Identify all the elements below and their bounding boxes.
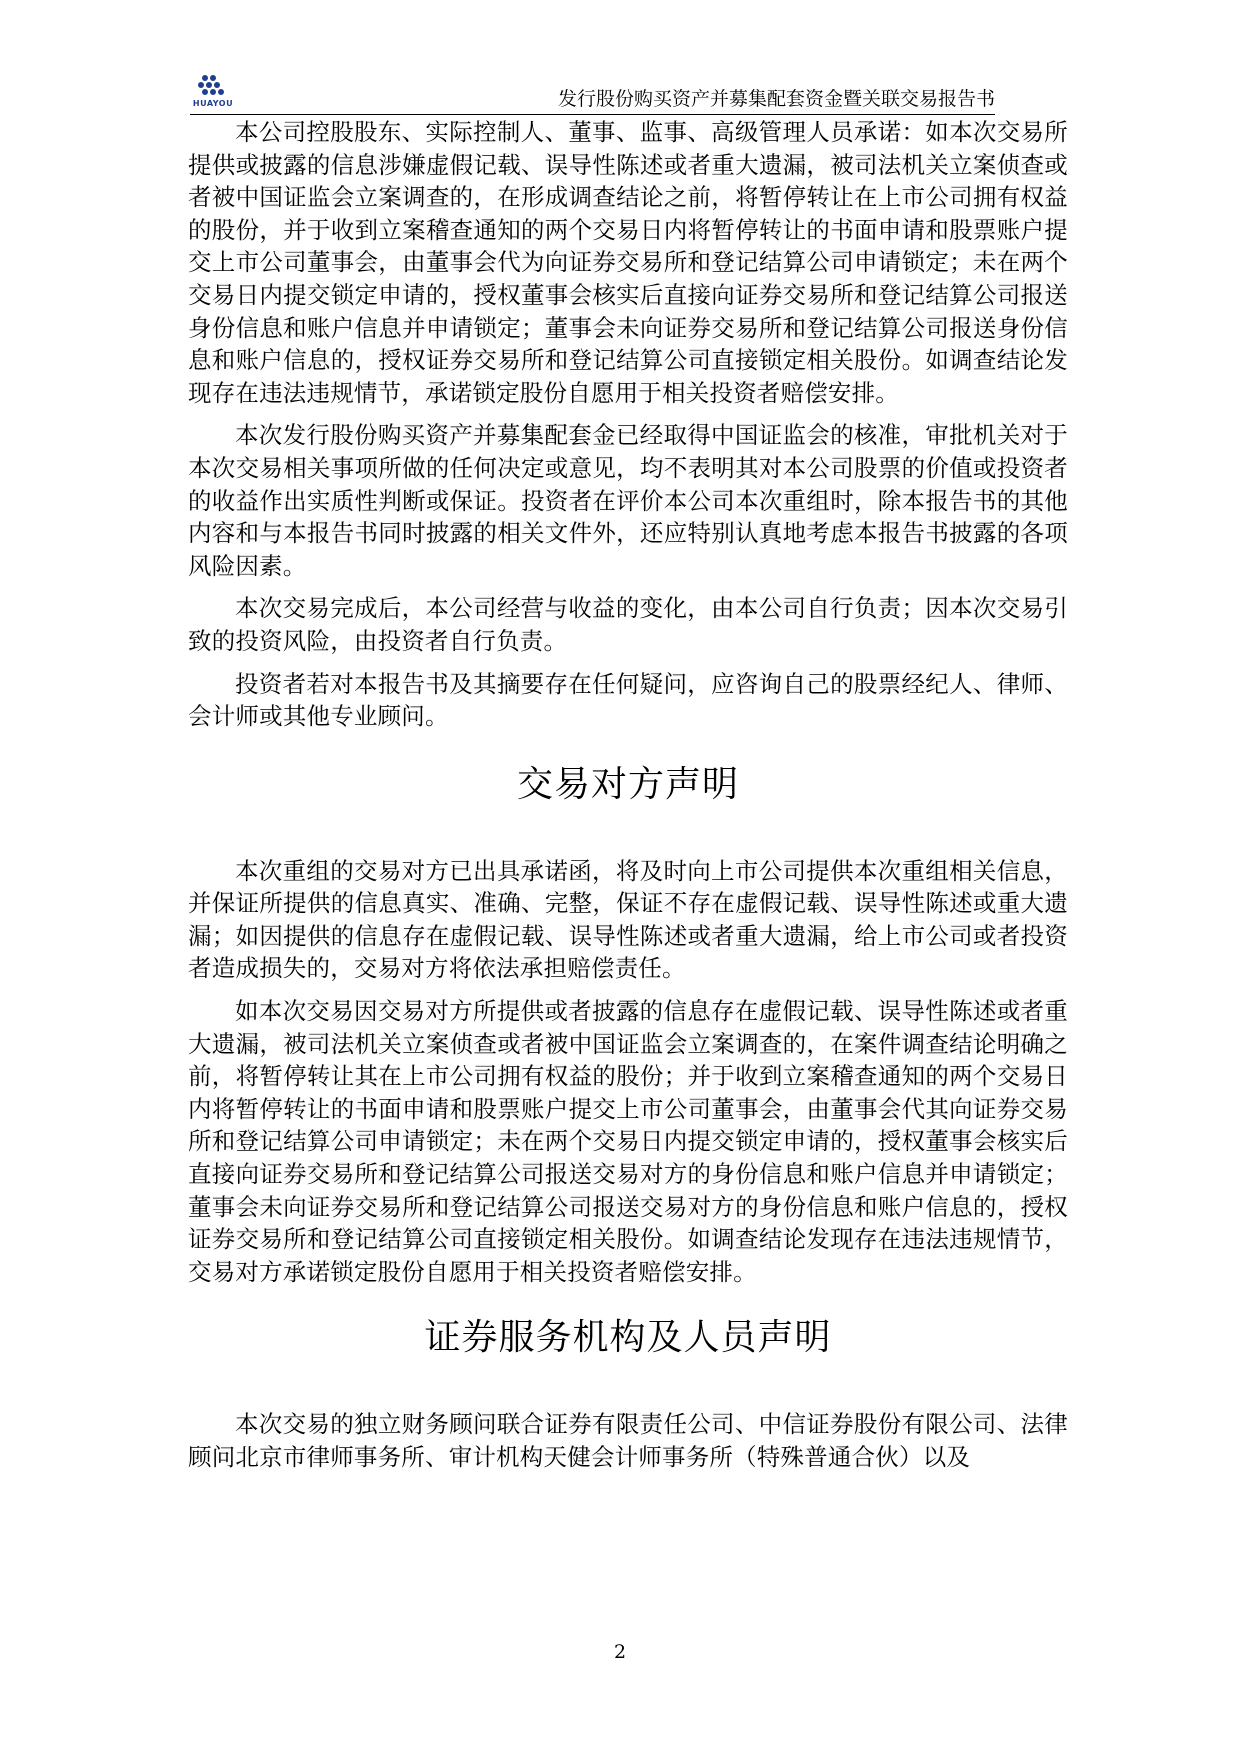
section-heading-counterparty: 交易对方声明 bbox=[516, 763, 739, 805]
paragraph: 本次交易完成后，本公司经营与收益的变化，由本公司自行负责；因本次交易引致的投资风险，由投资者自行负责。 bbox=[188, 594, 1068, 655]
paragraph: 投资者若对本报告书及其摘要存在任何疑问，应咨询自己的股票经纪人、律师、会计师或其他专业顾问。 bbox=[188, 669, 1068, 731]
logo-text: HUAYOU bbox=[192, 99, 234, 108]
section-heading-service-institutions: 证券服务机构及人员声明 bbox=[424, 1317, 832, 1359]
page-content bbox=[188, 116, 1068, 1474]
paragraph: 本公司控股股东、实际控制人、董事、监事、高级管理人员承诺：如本次交易所提供或披露的信息涉嫌虚假记载、误导性陈述或者重大遗漏，被司法机关立案侦查或者被中国证监会立案调查的，在形成调查结论之前，将暂停转让在上市公司拥有权益的股份，并于收到立案稽查通知的两个交易日内将暂停转让的书面申请和股票账户提交上市公司董事会，由董事会代为向证券交易所和登记结算公司申请锁定；未在两个交易日内提交锁定申请的，授权董事会核实后直接向证券交易所和登记结算公司报送身份信息和账户信息并申请锁定；董事会未向证券交易所和登记结算公司报送身份信息和账户信息的，授权证券交易所和登记结算公司直接锁定相关股份。如调查结论发现存在违法违规情节，承诺锁定股份自愿用于相关投资者赔偿安排。 bbox=[188, 118, 1068, 407]
paragraph: 本次重组的交易对方已出具承诺函，将及时向上市公司提供本次重组相关信息，并保证所提供的信息真实、准确、完整，保证不存在虚假记载、误导性陈述或重大遗漏；如因提供的信息存在虚假记载、误导性陈述或者重大遗漏，给上市公司或者投资者造成损失的，交易对方将依法承担赔偿责任。 bbox=[188, 856, 1068, 983]
huayou-logo-icon bbox=[196, 74, 226, 98]
page-number: 2 bbox=[613, 1641, 627, 1663]
paragraph: 本次发行股份购买资产并募集配套金已经取得中国证监会的核准，审批机关对于本次交易相关事项所做的任何决定或意见，均不表明其对本公司股票的价值或投资者的收益作出实质性判断或保证。投资者在评价本公司本次重组时，除本报告书的其他内容和与本报告书同时披露的相关文件外，还应特别认真地考虑本报告书披露的各项风险因素。 bbox=[188, 421, 1068, 580]
paragraph: 本次交易的独立财务顾问联合证券有限责任公司、中信证券股份有限公司、法律顾问北京市律师事务所、审计机构天健会计师事务所（特殊普通合伙）以及 bbox=[188, 1410, 1068, 1471]
document-title: 发行股份购买资产并募集配套资金暨关联交易报告书 bbox=[557, 88, 995, 110]
company-logo bbox=[190, 74, 234, 112]
paragraph: 如本次交易因交易对方所提供或者披露的信息存在虚假记载、误导性陈述或者重大遗漏，被司法机关立案侦查或者被中国证监会立案调查的，在案件调查结论明确之前，将暂停转让其在上市公司拥有权益的股份；并于收到立案稽查通知的两个交易日内将暂停转让的书面申请和股票账户提交上市公司董事会，由董事会代其向证券交易所和登记结算公司申请锁定；未在两个交易日内提交锁定申请的，授权董事会核实后直接向证券交易所和登记结算公司报送交易对方的身份信息和账户信息并申请锁定；董事会未向证券交易所和登记结算公司报送交易对方的身份信息和账户信息的，授权证券交易所和登记结算公司直接锁定相关股份。如调查结论发现存在违法违规情节，交易对方承诺锁定股份自愿用于相关投资者赔偿安排。 bbox=[188, 997, 1068, 1286]
page-header bbox=[190, 70, 995, 115]
